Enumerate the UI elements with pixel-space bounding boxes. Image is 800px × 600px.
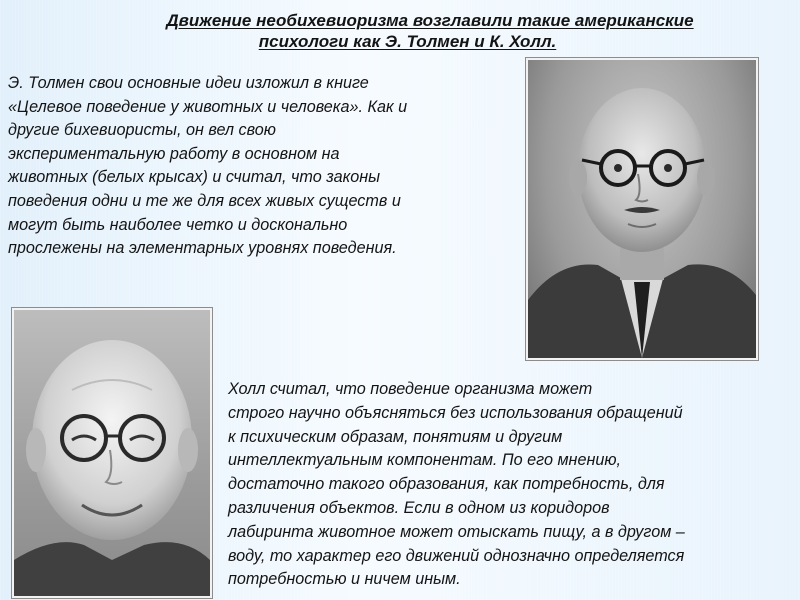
slide-title: [60, 10, 800, 52]
hull-portrait-photo: [12, 308, 212, 598]
hull-portrait-image: [14, 310, 210, 596]
tolman-portrait-image: [528, 60, 756, 358]
hull-paragraph: Холл считал, что поведение организма может строго научно объясняться без использования обращений к психическим образам, понятиям и другим интеллектуальным компонентам. По его мнению, достаточно такого образования, как потребность, для различения объектов. Если в одном из коридоров лабиринта животное может отыскать пищу, а в другом – воду, то характер его движений однозначно определяется потребностью и ничем иным.: [228, 380, 685, 589]
tolman-portrait-photo: [526, 58, 758, 360]
slide-title-line-2: психологи как Э. Толмен и К. Холл.: [258, 32, 557, 51]
tolman-paragraph: Э. Толмен свои основные идеи изложил в книге «Целевое поведение у животных и человека». Как и другие бихевиористы, он вел свою экспериментальную работу в основном на животных (белых крысах) и считал, что законы поведения одни и те же для всех живых существ и могут быть наиболее четко и досконально прослежены на элементарных уровнях поведения.: [8, 74, 408, 258]
slide-title-line-1: Движение необихевиоризма возглавили такие американские: [166, 11, 694, 30]
